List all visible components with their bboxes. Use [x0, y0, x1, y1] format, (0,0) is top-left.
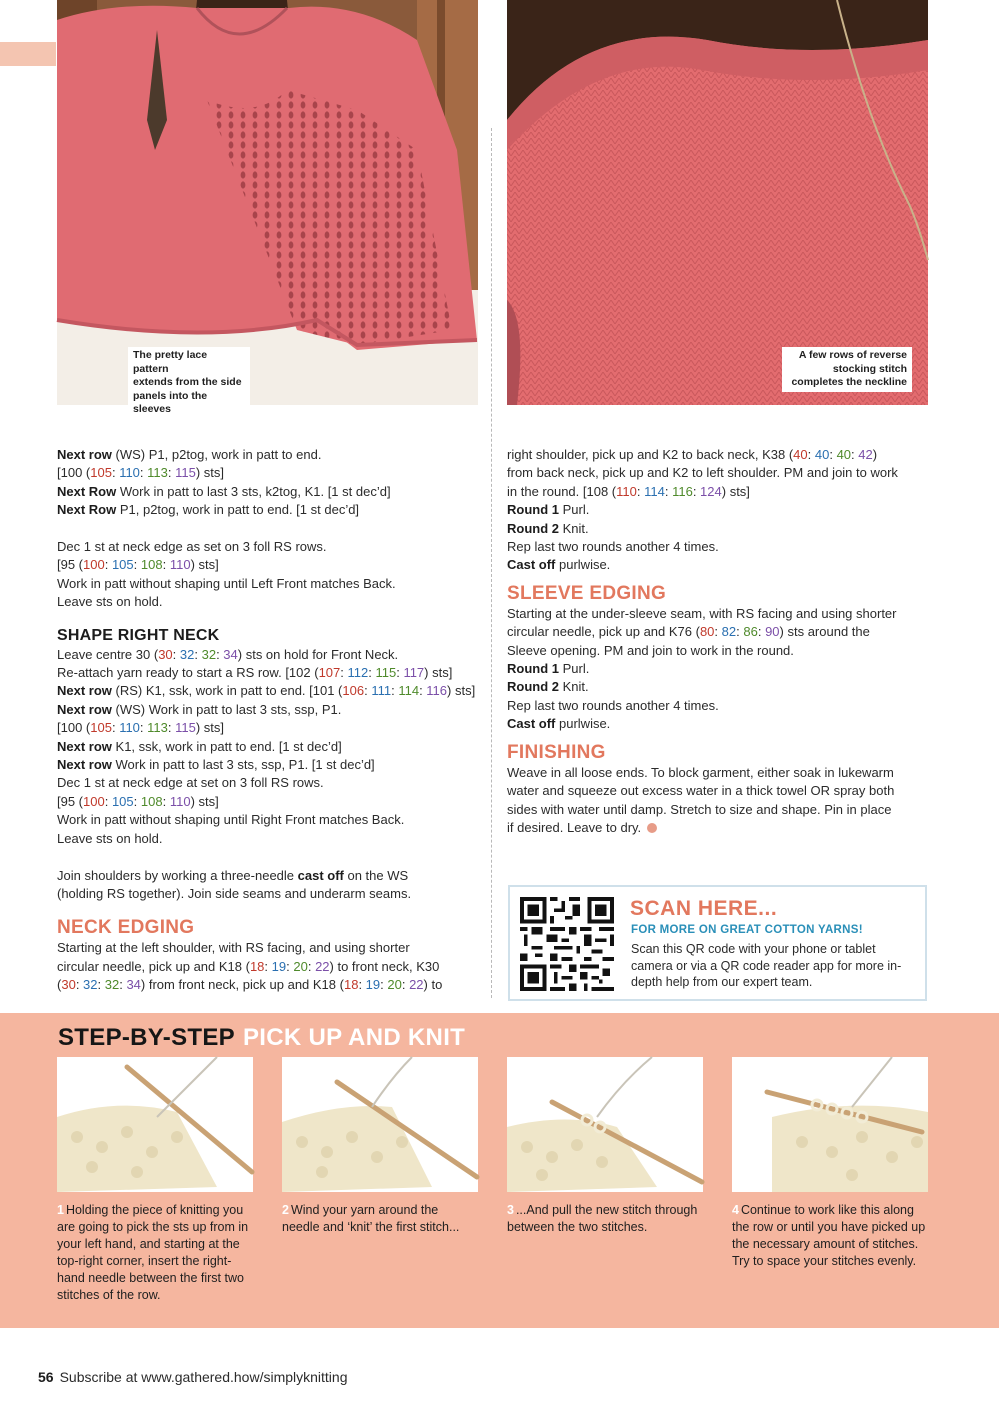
step-photo [57, 1057, 253, 1192]
pattern-row: Starting at the left shoulder, with RS facing, and using shorter [57, 940, 410, 956]
size-4-value: 115 [375, 665, 397, 681]
step-description: Holding the piece of knitting you are going to pick the sts up from in your left hand, and starting at the top-right corner, insert the right-hand needle between the first two stitches of the row. [57, 1203, 249, 1302]
count-text: [95 ( [57, 557, 84, 573]
size-4-value: 113 [147, 465, 168, 481]
size-4-value: 108 [140, 557, 163, 573]
pattern-row [507, 660, 932, 678]
yarn-ball-end-icon [647, 823, 657, 833]
scan-subtitle: FOR MORE ON GREAT COTTON YARNS! [631, 924, 863, 936]
knitting-needle-illustration [57, 1057, 253, 1192]
size-3-value: 105 [111, 793, 134, 809]
knitting-needle-illustration [732, 1057, 928, 1192]
lace-photo-caption [128, 347, 250, 419]
row-label: Next row [57, 701, 112, 717]
row-text: Knit. [559, 520, 589, 536]
pattern-row [507, 556, 932, 574]
row-text: Knit. [559, 679, 589, 695]
count-text: ) to front neck, K30 [329, 958, 440, 974]
caption-line: The pretty lace pattern [133, 349, 208, 375]
size-3-value: 82 [721, 624, 737, 640]
neckline-illustration [507, 0, 928, 405]
pattern-column-left [57, 446, 482, 995]
row-label: Round 2 [507, 520, 559, 536]
caption-line: panels into the sleeves [133, 389, 208, 415]
pattern-row: Starting at the under-sleeve seam, with RS facing and using shorter [507, 605, 897, 621]
caption-line: A few rows of reverse [798, 349, 907, 361]
pattern-row [57, 701, 482, 719]
pattern-row: Dec 1 st at neck edge as set on 3 foll RS rows. [57, 539, 327, 555]
size-2-value: 30 [61, 977, 76, 993]
count-text: circular needle, pick up and K76 ( [507, 624, 700, 640]
count-text: ) sts] [195, 465, 225, 481]
size-4-value: 20 [293, 958, 308, 974]
size-3-value: 32 [83, 977, 98, 993]
step-text [282, 1202, 478, 1236]
size-2-value: 107 [318, 665, 341, 681]
stitch-count: [95 (100: 105: 108: 110) sts] [57, 793, 219, 809]
step-card [282, 1057, 478, 1236]
size-4-value: 114 [398, 683, 420, 699]
heading-dark-part: STEP-BY-STEP [58, 1024, 235, 1051]
count-text: ) from front neck, pick up and K18 ( [140, 977, 344, 993]
section-heading: NECK EDGING [57, 917, 195, 939]
step-text [732, 1202, 928, 1270]
row-text: K1, ssk, work in patt to end. [1 st dec’d] [111, 738, 342, 754]
size-3-value: 19 [365, 977, 381, 993]
pattern-row [57, 738, 482, 756]
count-text: ) to [423, 977, 443, 993]
row-label: Cast off [507, 716, 556, 732]
count-text: Leave centre 30 ( [57, 646, 159, 662]
pattern-row: Next row (RS) K1, ssk, work in patt to end. [101 (106: 111: 114: 116) sts] [57, 683, 476, 699]
qr-code-icon[interactable] [520, 897, 614, 991]
row-label: Round 2 [507, 679, 559, 695]
pattern-row [507, 678, 932, 696]
row-label: Next Row [57, 502, 117, 518]
row-text: (WS) Work in patt to last 3 sts, ssp, P1. [111, 701, 342, 717]
size-5-value: 124 [700, 483, 722, 499]
size-3-value: 112 [347, 665, 369, 681]
heading-light-part: PICK UP AND KNIT [242, 1024, 466, 1051]
knitting-needle-illustration [507, 1057, 703, 1192]
page-number: 56 [38, 1369, 54, 1385]
caption-line: stocking stitch [832, 362, 907, 375]
size-3-value: 110 [119, 465, 140, 481]
size-5-value: 22 [409, 977, 424, 993]
step-text [507, 1202, 703, 1236]
pattern-row: Work in patt without shaping until Left Front matches Back. [57, 575, 396, 591]
pattern-row: Rep last two rounds another 4 times. [507, 539, 719, 555]
row-label: Next row [57, 757, 112, 773]
pattern-row: (30: 32: 32: 34) from front neck, pick up and K18 (18: 19: 20: 22) to [57, 977, 443, 993]
step-number: 4 [732, 1203, 739, 1217]
pattern-row: right shoulder, pick up and K2 to back neck, K38 (40: 40: 40: 42) [507, 447, 878, 462]
neckline-photo-caption [782, 347, 912, 392]
pattern-row: (holding RS together). Join side seams and underarm seams. [57, 885, 412, 901]
pattern-row [57, 446, 482, 464]
pattern-row [507, 819, 932, 837]
size-3-value: 40 [814, 447, 830, 462]
count-text: Re-attach yarn ready to start a RS row. [102 ( [57, 665, 319, 681]
row-label: Next Row [57, 483, 117, 499]
count-text: ( [57, 977, 62, 993]
row-text: purlwise. [555, 557, 611, 573]
size-2-value: 18 [343, 977, 359, 993]
section-heading: SLEEVE EDGING [507, 582, 667, 604]
caption-line: completes the neckline [791, 376, 907, 388]
row-text: Work in patt to last 3 sts, ssp, P1. [1 st dec’d] [111, 757, 375, 773]
count-text: ) sts] [195, 720, 225, 736]
size-2-value: 105 [90, 720, 112, 736]
stitch-count: [100 (105: 110: 113: 115) sts] [57, 720, 225, 736]
step-by-step-heading [58, 1024, 465, 1052]
pattern-row: Rep last two rounds another 4 times. [507, 697, 719, 713]
size-5-value: 42 [858, 447, 873, 462]
count-text: ) sts] [721, 483, 750, 499]
pattern-row [507, 501, 932, 519]
knitting-needle-illustration [282, 1057, 478, 1192]
size-3-value: 114 [644, 483, 665, 499]
size-4-value: 108 [140, 793, 163, 809]
step-description: Continue to work like this along the row or until you have picked up the necessary amount of stitches. Try to space your stitches evenly. [732, 1203, 926, 1268]
pattern-row [507, 520, 932, 538]
pattern-column-right [507, 446, 932, 837]
count-text: (RS) K1, ssk, work in patt to end. [101 ( [111, 683, 343, 699]
pattern-row [507, 715, 932, 733]
size-2-value: 18 [249, 958, 265, 974]
pattern-row: in the round. [108 (110: 114: 116: 124) sts] [507, 483, 750, 499]
pattern-row: circular needle, pick up and K18 (18: 19: 20: 22) to front neck, K30 [57, 958, 440, 974]
size-4-value: 116 [672, 483, 693, 499]
size-2-value: 106 [342, 683, 365, 699]
step-photo [732, 1057, 928, 1192]
pattern-row: Leave centre 30 (30: 32: 32: 34) sts on hold for Front Neck. [57, 646, 399, 662]
pattern-row: Weave in all loose ends. To block garment, either soak in lukewarm [507, 764, 894, 780]
scan-title: SCAN HERE... [630, 897, 778, 920]
size-2-value: 30 [158, 646, 173, 662]
row-label: Cast off [507, 557, 556, 573]
subscribe-link[interactable]: Subscribe at www.gathered.how/simplyknitting [59, 1369, 348, 1385]
pattern-row: Sleeve opening. PM and join to work in the round. [507, 642, 794, 658]
pattern-row: water and squeeze out excess water in a thick towel OR spray both [507, 783, 895, 799]
column-divider [491, 128, 492, 998]
count-text: [100 ( [57, 465, 91, 481]
pattern-row [57, 483, 482, 501]
row-text: on the WS [343, 867, 409, 883]
scan-instructions: Scan this QR code with your phone or tablet camera or via a QR code reader app for more in-depth help from our expert team. [631, 942, 902, 989]
sweater-lace-illustration [57, 0, 478, 405]
size-5-value: 90 [765, 624, 780, 640]
step-number: 2 [282, 1203, 289, 1217]
size-4-value: 32 [104, 977, 120, 993]
row-text: if desired. Leave to dry. [507, 819, 642, 835]
size-5-value: 34 [126, 977, 141, 993]
stitch-count: [95 (100: 105: 108: 110) sts] [57, 557, 219, 573]
size-5-value: 115 [175, 720, 196, 736]
count-text: ) sts on hold for Front Neck. [237, 646, 399, 662]
size-5-value: 34 [223, 646, 238, 662]
row-text: Work in patt to last 3 sts, k2tog, K1. [1 st dec’d] [116, 483, 391, 499]
count-text: ) [872, 447, 878, 462]
step-photo [282, 1057, 478, 1192]
size-4-value: 20 [387, 977, 402, 993]
size-3-value: 19 [271, 958, 287, 974]
pattern-row [57, 867, 482, 885]
pattern-row: Dec 1 st at neck edge at set on 3 foll RS rows. [57, 775, 324, 791]
pattern-row: circular needle, pick up and K76 (80: 82: 86: 90) sts around the [507, 624, 870, 640]
size-2-value: 100 [83, 793, 105, 809]
count-text: [100 ( [57, 720, 91, 736]
caption-line: extends from the side [133, 376, 242, 388]
size-3-value: 32 [179, 646, 195, 662]
size-3-value: 111 [371, 683, 392, 699]
row-text: P1, p2tog, work in patt to end. [1 st dec’d] [116, 502, 360, 518]
size-2-value: 100 [83, 557, 105, 573]
size-4-value: 86 [743, 624, 758, 640]
row-label: Next row [57, 447, 112, 462]
pattern-row: Leave sts on hold. [57, 830, 163, 846]
step-text [57, 1202, 253, 1304]
count-text: circular needle, pick up and K18 ( [57, 958, 250, 974]
step-card [507, 1057, 703, 1236]
size-2-value: 40 [793, 447, 808, 462]
row-label: Round 1 [507, 661, 559, 677]
row-label: cast off [297, 867, 344, 883]
size-4-value: 40 [836, 447, 852, 462]
row-label: Round 1 [507, 502, 559, 518]
count-text: [95 ( [57, 793, 84, 809]
size-5-value: 116 [426, 683, 448, 699]
neckline-photo [507, 0, 928, 405]
count-text: ) sts around the [779, 624, 870, 640]
pattern-row: from back neck, pick up and K2 to left shoulder. PM and join to work [507, 465, 898, 481]
pattern-row [57, 756, 482, 774]
count-text: ) sts] [447, 683, 476, 699]
size-5-value: 110 [169, 557, 191, 573]
step-number: 1 [57, 1203, 64, 1217]
sweater-lace-photo [57, 0, 478, 415]
size-5-value: 22 [315, 958, 330, 974]
section-heading: FINISHING [507, 741, 606, 763]
stitch-count: [100 (105: 110: 113: 115) sts] [57, 465, 225, 481]
size-2-value: 80 [699, 624, 715, 640]
count-text: right shoulder, pick up and K2 to back neck, K38 ( [507, 447, 794, 462]
row-label: Next row [57, 683, 112, 699]
row-text: Purl. [559, 502, 590, 518]
size-3-value: 105 [111, 557, 134, 573]
pattern-row: Leave sts on hold. [57, 594, 163, 610]
size-3-value: 110 [119, 720, 140, 736]
step-description: ...And pull the new stitch through between the two stitches. [507, 1203, 698, 1234]
row-text: Purl. [559, 661, 590, 677]
page-footer [38, 1369, 348, 1385]
step-number: 3 [507, 1203, 514, 1217]
step-card [732, 1057, 928, 1270]
pattern-row: sides with water until damp. Stretch to size and shape. Pin in place [507, 801, 892, 817]
section-tab-marker [0, 42, 56, 66]
size-4-value: 113 [147, 720, 168, 736]
count-text: ) sts] [190, 557, 219, 573]
size-4-value: 32 [201, 646, 217, 662]
size-5-value: 115 [175, 465, 196, 481]
section-heading: SHAPE RIGHT NECK [57, 626, 220, 644]
pattern-row: Re-attach yarn ready to start a RS row. [102 (107: 112: 115: 117) sts] [57, 665, 453, 681]
count-text: in the round. [108 ( [507, 483, 617, 499]
count-text: ) sts] [424, 665, 453, 681]
size-2-value: 110 [616, 483, 637, 499]
row-text: purlwise. [555, 716, 611, 732]
step-card [57, 1057, 253, 1304]
step-description: Wind your yarn around the needle and ‘knit’ the first stitch... [282, 1203, 460, 1234]
size-5-value: 117 [403, 665, 425, 681]
step-photo [507, 1057, 703, 1192]
size-2-value: 105 [90, 465, 112, 481]
count-text: ) sts] [190, 793, 219, 809]
qr-scan-box [508, 885, 927, 1001]
pattern-row [57, 501, 482, 519]
size-5-value: 110 [169, 793, 191, 809]
pattern-row: Work in patt without shaping until Right Front matches Back. [57, 812, 405, 828]
row-text: Join shoulders by working a three-needle [57, 867, 298, 883]
row-text: (WS) P1, p2tog, work in patt to end. [111, 447, 322, 462]
row-label: Next row [57, 738, 112, 754]
